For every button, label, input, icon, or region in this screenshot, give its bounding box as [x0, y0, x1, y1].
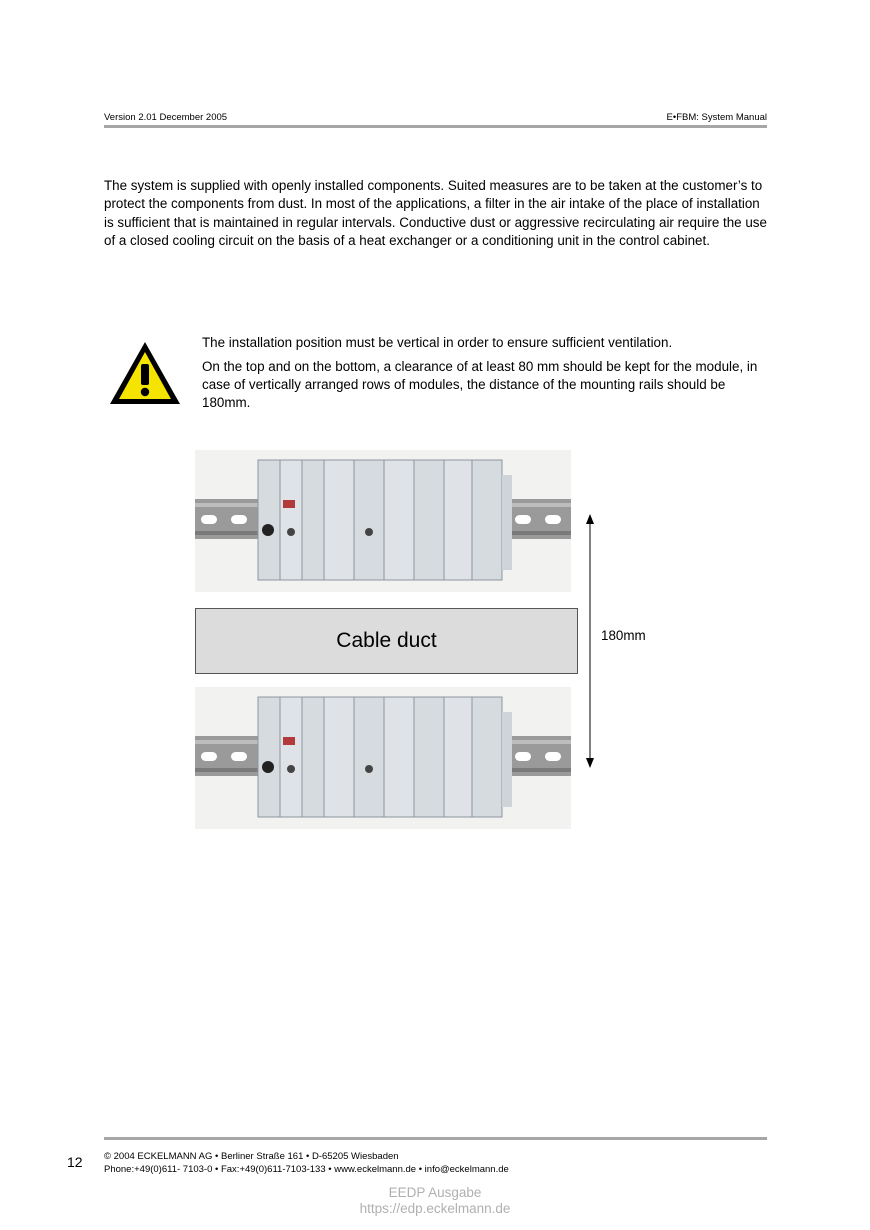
warning-triangle-icon: [108, 340, 182, 406]
page-number: 12: [67, 1154, 83, 1170]
header-manual-title: E•FBM: System Manual: [666, 112, 767, 123]
cable-duct: [195, 608, 578, 674]
dimension-arrow: [580, 512, 602, 770]
watermark-title: EEDP Ausgabe: [388, 1185, 482, 1200]
watermark-url: https://edp.eckelmann.de: [359, 1201, 511, 1216]
dimension-label: 180mm: [601, 628, 646, 643]
cable-duct-label: Cable duct: [336, 629, 437, 652]
module-group: [258, 697, 512, 817]
footer-contact: Phone:+49(0)611- 7103-0 • Fax:+49(0)611-7103-133 • www.eckelmann.de • info@eckelmann.de: [104, 1164, 509, 1175]
module-group: [258, 460, 512, 580]
module-rail-photo-top: [195, 450, 571, 592]
footer-rule: [104, 1137, 767, 1140]
warning-text: [202, 334, 772, 418]
header-rule: [104, 125, 767, 128]
body-paragraph: The system is supplied with openly installed components. Suited measures are to be taken at the customer’s to protect the components from dust. In most of the applications, a filter in the air intake of the place of installation is sufficient that is maintained in regular intervals. Conductive dust or aggressive recirculating air require the use of a closed cooling circuit on the basis of a heat exchanger or a conditioning unit in the control cabinet.: [104, 178, 767, 248]
module-rail-photo-bottom: [195, 687, 571, 829]
warning-line-2: On the top and on the bottom, a clearance of at least 80 mm should be kept for the module, in case of vertically arranged rows of modules, the distance of the mounting rails should be 180mm.: [202, 359, 758, 410]
header-version: Version 2.01 December 2005: [104, 112, 228, 123]
warning-line-1: The installation position must be vertical in order to ensure sufficient ventilation.: [202, 335, 673, 350]
footer-address: © 2004 ECKELMANN AG • Berliner Straße 161 • D-65205 Wiesbaden: [104, 1151, 399, 1162]
